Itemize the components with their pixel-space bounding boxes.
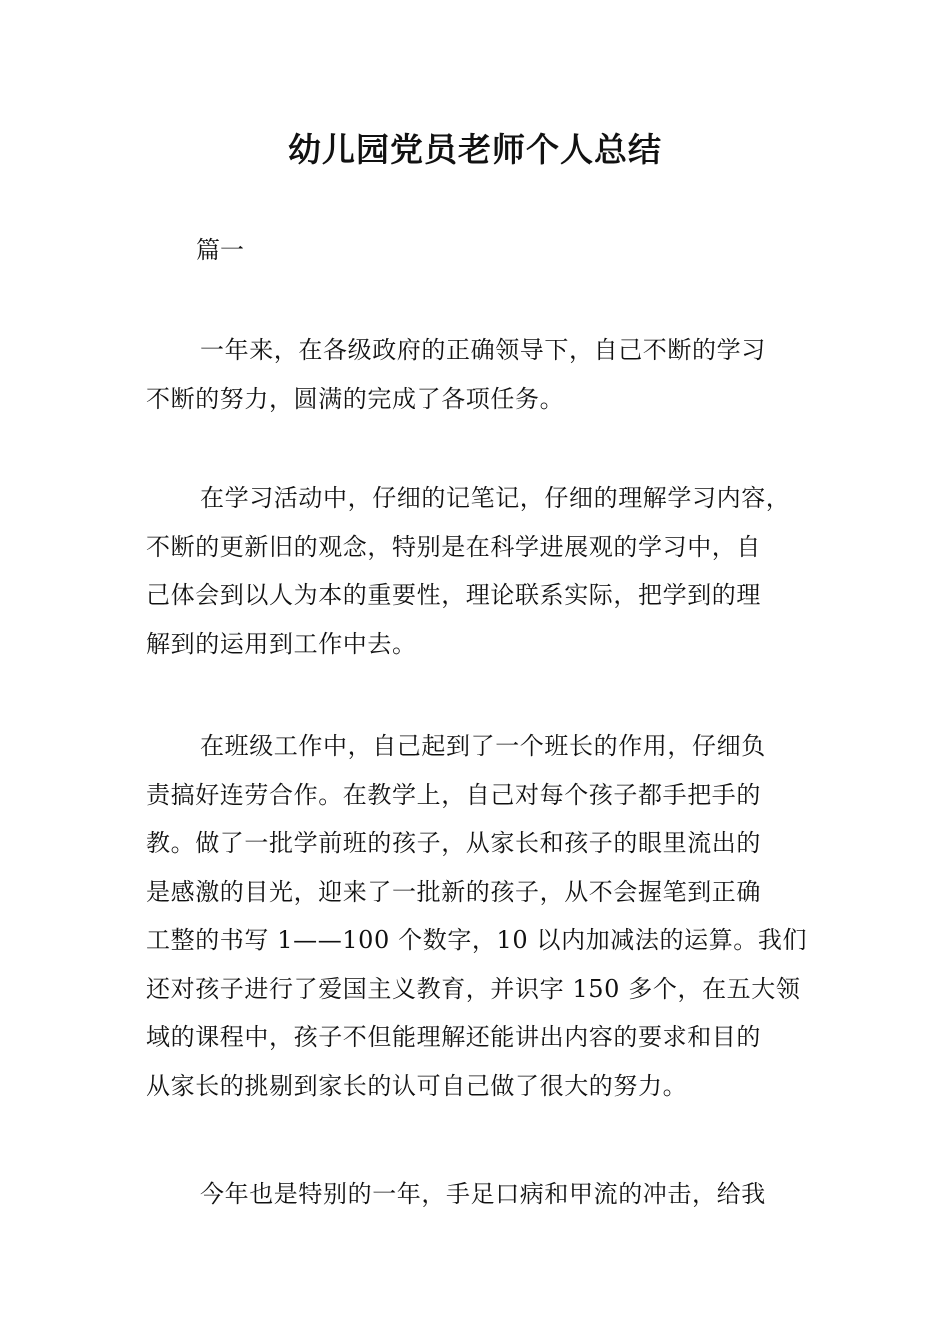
- paragraph-2: 在学习活动中，仔细的记笔记，仔细的理解学习内容， 不断的更新旧的观念，特别是在科学进展观的学习中，自 己体会到以人为本的重要性，理论联系实际，把学到的理 解到的运用到工作中去。: [146, 484, 791, 658]
- section-label: 篇一: [196, 236, 244, 264]
- document-title: 幼儿园党员老师个人总结: [288, 130, 662, 169]
- paragraph-4: 今年也是特别的一年，手足口病和甲流的冲击，给我: [200, 1180, 766, 1208]
- paragraph-1: 一年来，在各级政府的正确领导下，自己不断的学习 不断的努力，圆满的完成了各项任务。: [146, 336, 766, 413]
- paragraph-3: 在班级工作中，自己起到了一个班长的作用，仔细负 责搞好连劳合作。在教学上，自己对每个孩子都手把手的 教。做了一批学前班的孩子，从家长和孩子的眼里流出的 是感激的目光，迎来了一批新的孩子，从不会握笔到正确 工整的书写 1——100 个数字，10 以内加减法的运算。我们 还对孩子进行了爱国主义教育，并识字 150 多个，在五大领 域的课程中，孩子不但能理解还能讲出内容的要求和目的 从家长的挑剔到家长的认可自己做了很大的努力。: [146, 732, 808, 1100]
